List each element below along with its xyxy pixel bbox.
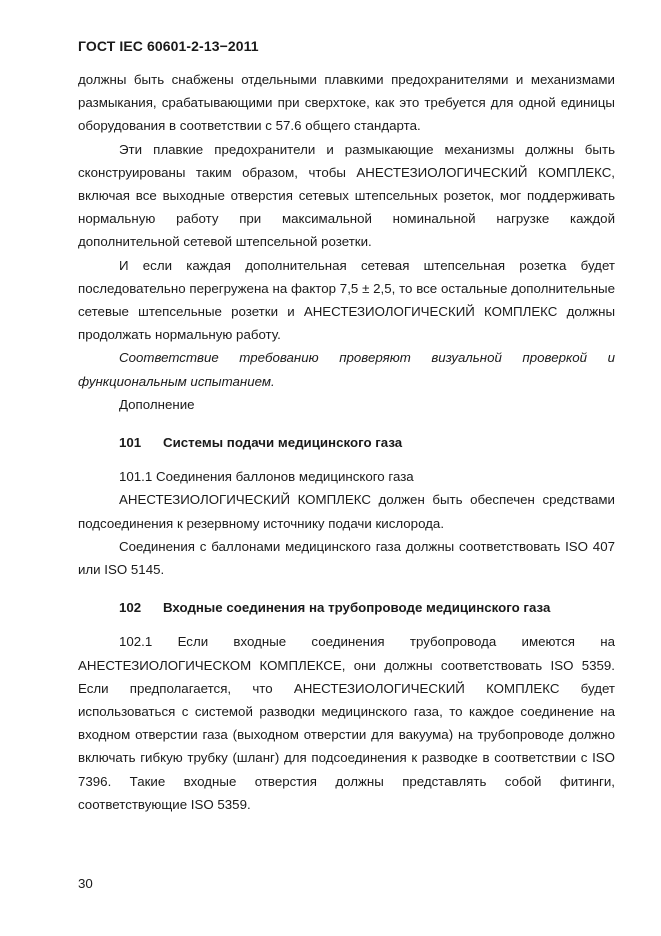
section-101-paragraph-2: АНЕСТЕЗИОЛОГИЧЕСКИЙ КОМПЛЕКС должен быть обеспечен средствами подсоединения к резервному источнику подачи кислорода. bbox=[78, 492, 615, 531]
section-102-title: Входные соединения на трубопроводе медицинского газа bbox=[163, 600, 551, 616]
compliance-note: Соответствие требованию проверяют визуальной проверкой и функциональным испытанием. bbox=[78, 350, 615, 389]
section-102-number: 102 bbox=[119, 600, 142, 616]
section-101-title: Системы подачи медицинского газа bbox=[163, 435, 403, 451]
addition-label: Дополнение bbox=[119, 396, 195, 412]
paragraph-3: И если каждая дополнительная сетевая штепсельная розетка будет последовательно перегружена на фактор 7,5 ± 2,5, то все остальные дополнительные сетевые штепсельные розетки и АНЕСТЕЗИОЛОГИЧЕСКИЙ КОМПЛЕКС должны продолжать нормальную работу. bbox=[78, 257, 615, 343]
section-102-heading bbox=[78, 596, 615, 619]
page-number: 30 bbox=[78, 876, 93, 891]
paragraph-2: Эти плавкие предохранители и размыкающие механизмы должны быть сконструированы таким образом, чтобы АНЕСТЕЗИОЛОГИЧЕСКИЙ КОМПЛЕКС, включая все выходные отверстия сетевых штепсельных розеток, мог поддерживать нормальную работу при максимальной номинальной нагрузке каждой дополнительной сетевой штепсельной розетки. bbox=[78, 141, 615, 250]
standard-header: ГОСТ IEC 60601-2-13−2011 bbox=[78, 38, 259, 54]
section-101-heading bbox=[78, 431, 615, 454]
paragraph-1: должны быть снабжены отдельными плавкими предохранителями и механизмами размыкания, срабатывающими при сверхтоке, как это требуется для одной единицы оборудования в соответствии с 57.6 общего стандарта. bbox=[78, 72, 615, 134]
section-101-number: 101 bbox=[119, 435, 142, 451]
section-101-paragraph-3: Соединения с баллонами медицинского газа должны соответствовать ISO 407 или ISO 5145. bbox=[78, 538, 615, 578]
subsection-101-1: 101.1 Соединения баллонов медицинского газа bbox=[119, 469, 414, 485]
document-body bbox=[78, 68, 615, 816]
subsection-102-1: 102.1 Если входные соединения трубопровода имеются на АНЕСТЕЗИОЛОГИЧЕСКОМ КОМПЛЕКСЕ, они должны соответствовать ISO 5359. Если предполагается, что АНЕСТЕЗИОЛОГИЧЕСКИЙ КОМПЛЕКС будет использоваться с системой разводки медицинского газа, то каждое соединение на входном отверстии газа (выходном отверстии для вакуума) на трубопроводе должно включать гибкую трубку (шланг) для подсоединения к разводке в соответствии с ISO 7396. Такие входные отверстия должны представлять собой фитинги, соответствующие ISO 5359. bbox=[78, 634, 615, 812]
